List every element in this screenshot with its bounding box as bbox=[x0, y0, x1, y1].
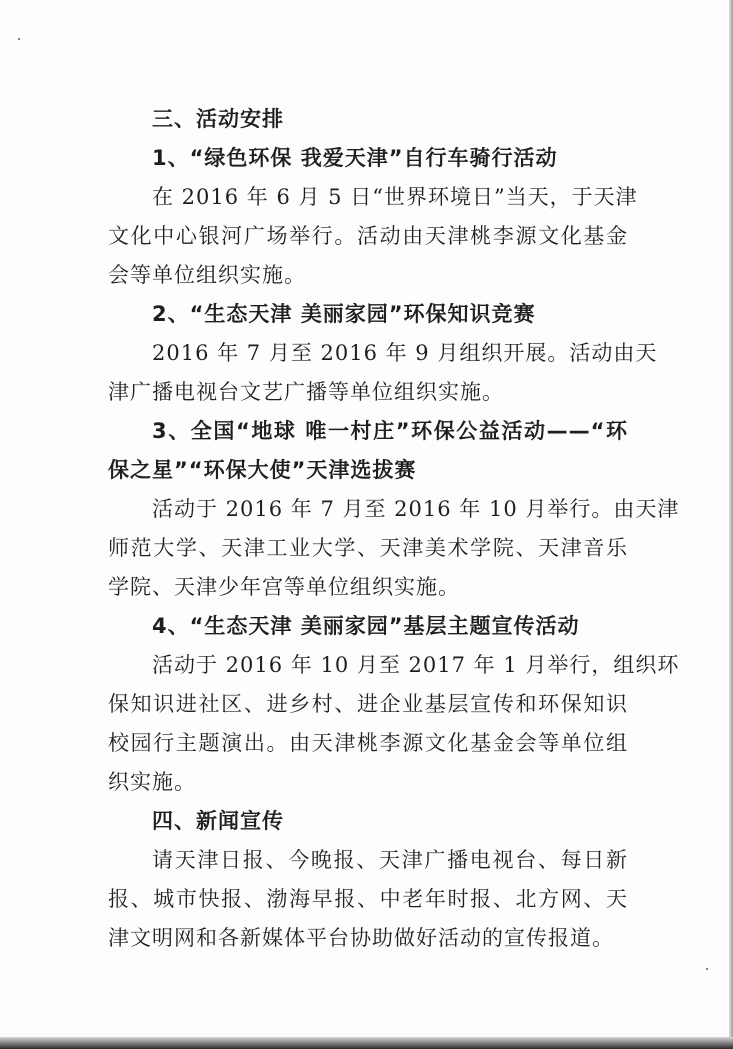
body-line: 学院、天津少年宫等单位组织实施。 bbox=[108, 575, 460, 599]
body-line: 活动于 2016 年 7 月至 2016 年 10 月举行。由天津 bbox=[152, 497, 680, 521]
scan-speck bbox=[18, 38, 20, 40]
document-body bbox=[108, 100, 680, 958]
body-line: 织实施。 bbox=[108, 770, 196, 794]
item-2-title: 2、“生态天津 美丽家园”环保知识竞赛 bbox=[152, 302, 536, 326]
item-1-body bbox=[108, 178, 638, 295]
scan-edge-bottom bbox=[0, 1037, 733, 1049]
scan-speck bbox=[706, 968, 708, 970]
item-4-title: 4、“生态天津 美丽家园”基层主题宣传活动 bbox=[152, 614, 580, 638]
item-1-title: 1、“绿色环保 我爱天津”自行车骑行活动 bbox=[152, 146, 558, 170]
section-heading-activities: 三、活动安排 bbox=[152, 107, 284, 131]
section-heading-publicity: 四、新闻宣传 bbox=[152, 809, 284, 833]
scan-edge-right bbox=[729, 0, 733, 1049]
body-line: 津文明网和各新媒体平台协助做好活动的宣传报道。 bbox=[108, 926, 614, 950]
body-line: 报、城市快报、渤海早报、中老年时报、北方网、天 bbox=[108, 887, 628, 911]
body-line: 请天津日报、今晚报、天津广播电视台、每日新 bbox=[152, 848, 628, 872]
body-line: 师范大学、天津工业大学、天津美术学院、天津音乐 bbox=[108, 536, 628, 560]
item-4-body bbox=[108, 646, 680, 802]
body-line: 活动于 2016 年 10 月至 2017 年 1 月举行，组织环 bbox=[152, 653, 680, 677]
body-line: 津广播电视台文艺广播等单位组织实施。 bbox=[108, 380, 504, 404]
body-line: 在 2016 年 6 月 5 日“世界环境日”当天，于天津 bbox=[152, 185, 638, 209]
item-2-body bbox=[108, 334, 658, 412]
body-line: 保知识进社区、进乡村、进企业基层宣传和环保知识 bbox=[108, 692, 628, 716]
item-3-body bbox=[108, 490, 680, 607]
body-line: 文化中心银河广场举行。活动由天津桃李源文化基金 bbox=[108, 224, 628, 248]
item-3-title bbox=[108, 412, 628, 490]
title-line: 保之星”“环保大使”天津选拔赛 bbox=[108, 458, 417, 482]
section-4-body bbox=[108, 841, 628, 958]
body-line: 会等单位组织实施。 bbox=[108, 263, 306, 287]
title-line: 3、全国“地球 唯一村庄”环保公益活动——“环 bbox=[152, 419, 628, 443]
body-line: 校园行主题演出。由天津桃李源文化基金会等单位组 bbox=[108, 731, 628, 755]
body-line: 2016 年 7 月至 2016 年 9 月组织开展。活动由天 bbox=[152, 341, 658, 365]
